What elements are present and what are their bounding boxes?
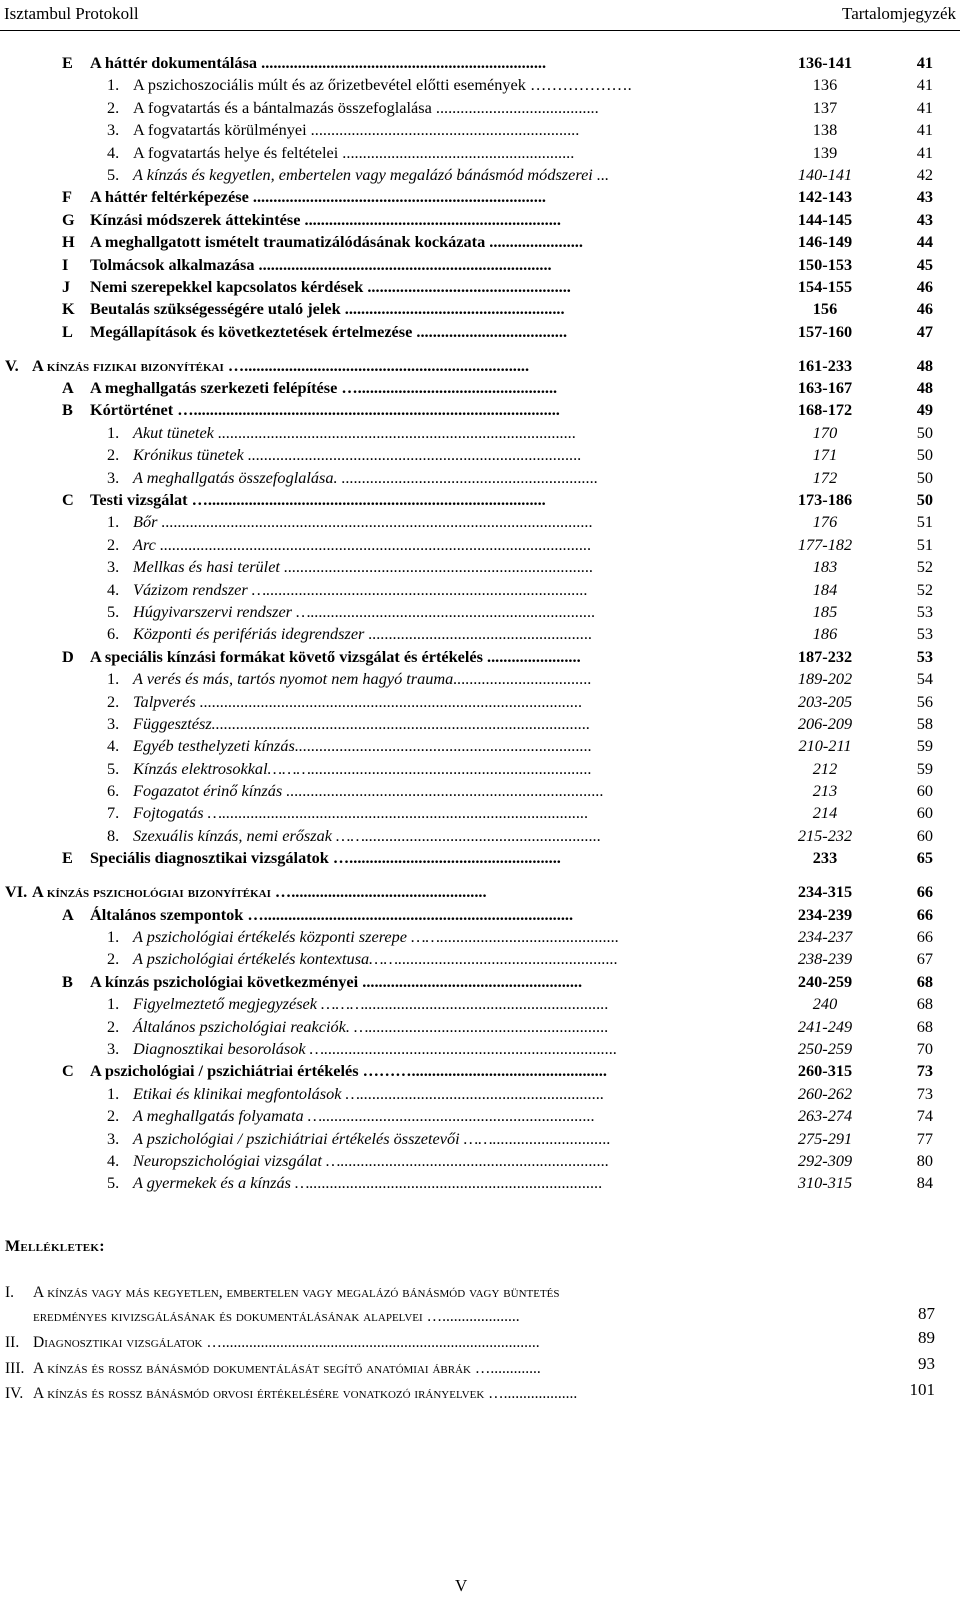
toc-entry-title: A háttér dokumentálása ...................................................................... bbox=[90, 53, 547, 72]
toc-entry-page-number: 51 bbox=[916, 512, 933, 532]
toc-entry-page-number: 80 bbox=[916, 1150, 933, 1170]
toc-entry-label: I bbox=[62, 254, 69, 274]
toc-entry[interactable] bbox=[0, 1105, 960, 1127]
appendix-title: Diagnosztikai vizsgálatok ….................................................................................. bbox=[33, 1334, 540, 1351]
toc-entry-label: 2. bbox=[107, 949, 120, 969]
toc-entry-label: 1. bbox=[107, 927, 120, 947]
toc-entry-pages: 233 bbox=[812, 848, 838, 868]
toc-entry[interactable] bbox=[0, 298, 960, 320]
table-of-contents bbox=[0, 52, 960, 1195]
toc-entry[interactable] bbox=[0, 1083, 960, 1105]
toc-entry[interactable] bbox=[0, 355, 960, 377]
toc-entry[interactable] bbox=[0, 691, 960, 713]
appendix-title-cont: eredményes kivizsgálásának és dokumentálásának alapelvei ….................... bbox=[33, 1308, 520, 1325]
running-header bbox=[0, 0, 960, 31]
toc-entry-pages: 275-291 bbox=[797, 1128, 853, 1148]
toc-entry-page-number: 84 bbox=[916, 1173, 933, 1193]
toc-entry-title: Központi és perifériás idegrendszer ....................................................... bbox=[133, 624, 593, 644]
toc-entry-label: B bbox=[62, 971, 73, 991]
toc-entry-title: Húgyivarszervi rendszer …...................................................................... bbox=[133, 601, 596, 621]
toc-entry[interactable] bbox=[0, 646, 960, 668]
toc-entry-label: 4. bbox=[107, 579, 120, 599]
toc-entry-page-number: 66 bbox=[916, 904, 933, 924]
toc-entry-pages: 144-145 bbox=[797, 209, 853, 229]
toc-entry-label: 8. bbox=[107, 825, 120, 845]
toc-entry[interactable] bbox=[0, 847, 960, 869]
toc-entry-title: A verés és más, tartós nyomot nem hagyó trauma.................................. bbox=[133, 669, 592, 689]
toc-entry-label: C bbox=[62, 490, 74, 510]
toc-entry-pages: 206-209 bbox=[797, 713, 853, 733]
toc-entry-page-number: 73 bbox=[916, 1083, 933, 1103]
toc-entry-title: A meghallgatás folyamata …................................................................... bbox=[133, 1106, 595, 1126]
toc-entry[interactable] bbox=[0, 556, 960, 578]
toc-entry-page-number: 59 bbox=[916, 736, 933, 756]
toc-entry-pages: 170 bbox=[812, 422, 838, 442]
toc-entry-pages: 310-315 bbox=[797, 1173, 853, 1193]
toc-entry-title: Függesztész............................................................................................. bbox=[133, 713, 591, 733]
toc-entry-label: L bbox=[62, 321, 73, 341]
toc-entry-label: V. bbox=[5, 355, 19, 375]
toc-entry-pages: 260-315 bbox=[797, 1061, 853, 1081]
toc-entry[interactable] bbox=[0, 904, 960, 926]
toc-entry[interactable] bbox=[0, 119, 960, 141]
toc-entry-title: A fogvatartás és a bántalmazás összefoglalása ........................................ bbox=[133, 97, 599, 117]
toc-entry-page-number: 43 bbox=[916, 187, 933, 207]
toc-entry-label: 3. bbox=[107, 467, 120, 487]
toc-entry[interactable] bbox=[0, 579, 960, 601]
toc-entry-label: 1. bbox=[107, 422, 120, 442]
toc-entry-title: Szexuális kínzás, nemi erőszak …….......................................................... bbox=[133, 825, 602, 845]
toc-entry-label: 5. bbox=[107, 164, 120, 184]
toc-entry-pages: 146-149 bbox=[797, 232, 853, 252]
toc-entry-title: A kínzás fizikai bizonyítékai …...................................................................... bbox=[32, 355, 530, 375]
toc-entry-page-number: 52 bbox=[916, 557, 933, 577]
toc-entry[interactable] bbox=[0, 1016, 960, 1038]
appendix-label: III. bbox=[5, 1360, 25, 1377]
toc-entry-page-number: 53 bbox=[916, 624, 933, 644]
toc-entry-title: Nemi szerepekkel kapcsolatos kérdések .................................................. bbox=[90, 276, 571, 296]
toc-entry-pages: 292-309 bbox=[797, 1150, 853, 1170]
toc-entry-pages: 156 bbox=[812, 299, 838, 319]
toc-entry-pages: 186 bbox=[812, 624, 838, 644]
toc-entry-page-number: 56 bbox=[916, 691, 933, 711]
toc-entry-page-number: 60 bbox=[916, 825, 933, 845]
appendix-title: A kínzás és rossz bánásmód dokumentálását segítő anatómiai ábrák …............. bbox=[33, 1360, 541, 1377]
toc-entry[interactable] bbox=[0, 993, 960, 1015]
toc-entry[interactable] bbox=[0, 1128, 960, 1150]
toc-entry-title: Mellkas és hasi terület ............................................................................ bbox=[133, 557, 594, 577]
toc-entry[interactable] bbox=[0, 713, 960, 735]
toc-entry[interactable] bbox=[0, 601, 960, 623]
toc-entry-pages: 185 bbox=[812, 601, 838, 621]
appendix-title: A kínzás vagy más kegyetlen, embertelen vagy megalázó bánásmód vagy büntetés bbox=[33, 1284, 560, 1301]
toc-entry-label: C bbox=[62, 1061, 74, 1081]
toc-entry-title: A speciális kínzási formákat követő vizsgálat és értékelés ....................... bbox=[90, 646, 581, 666]
toc-entry-pages: 213 bbox=[812, 781, 838, 801]
toc-entry-pages: 212 bbox=[812, 758, 838, 778]
toc-entry-label: 1. bbox=[107, 669, 120, 689]
toc-entry-label: A bbox=[62, 378, 74, 398]
toc-entry-title: A gyermekek és a kínzás …........................................................................ bbox=[133, 1173, 603, 1193]
toc-entry-title: A pszichológiai értékelés kontextusa……...................................................... bbox=[133, 949, 618, 969]
toc-entry-title: Kínzás elektrosokkal………..................................................................... bbox=[133, 758, 592, 778]
toc-entry-page-number: 54 bbox=[916, 669, 933, 689]
toc-entry-label: E bbox=[62, 53, 73, 72]
toc-entry-title: A fogvatartás helye és feltételei ......................................................... bbox=[133, 142, 575, 162]
toc-entry-label: 4. bbox=[107, 1150, 120, 1170]
toc-entry-pages: 234-315 bbox=[797, 882, 853, 902]
toc-entry-pages: 140-141 bbox=[797, 164, 853, 184]
toc-entry-pages: 184 bbox=[812, 579, 838, 599]
toc-entry[interactable] bbox=[0, 825, 960, 847]
toc-entry-pages: 142-143 bbox=[797, 187, 853, 207]
appendix-page: 93 bbox=[918, 1354, 935, 1373]
toc-entry-label: J bbox=[62, 276, 71, 296]
toc-entry-page-number: 53 bbox=[916, 601, 933, 621]
toc-entry-title: Krónikus tünetek .................................................................................. bbox=[133, 445, 582, 465]
toc-entry-page-number: 41 bbox=[916, 120, 933, 140]
toc-entry-pages: 187-232 bbox=[797, 646, 853, 666]
toc-entry-page-number: 65 bbox=[916, 848, 933, 868]
toc-entry[interactable] bbox=[0, 668, 960, 690]
toc-entry-label: 5. bbox=[107, 758, 120, 778]
toc-entry-title: A pszichológiai / pszichiátriai értékelés összetevői ……............................. bbox=[133, 1128, 611, 1148]
toc-entry-pages: 168-172 bbox=[797, 400, 853, 420]
toc-entry-label: 2. bbox=[107, 1016, 120, 1036]
toc-entry[interactable] bbox=[0, 231, 960, 253]
toc-entry-title: A meghallgatás összefoglalása. ............................................................... bbox=[133, 467, 599, 487]
toc-entry-title: Fojtogatás ….......................................................................................... bbox=[133, 803, 589, 823]
toc-entry-label: 1. bbox=[107, 994, 120, 1014]
toc-entry-title: Figyelmeztető megjegyzések ………............................................................ bbox=[133, 994, 609, 1014]
toc-entry[interactable] bbox=[0, 802, 960, 824]
toc-entry-pages: 183 bbox=[812, 557, 838, 577]
toc-entry-page-number: 60 bbox=[916, 781, 933, 801]
toc-entry-pages: 177-182 bbox=[797, 534, 853, 554]
toc-entry[interactable] bbox=[0, 321, 960, 343]
toc-entry-label: 1. bbox=[107, 75, 120, 95]
toc-entry[interactable] bbox=[0, 422, 960, 444]
toc-entry-pages: 189-202 bbox=[797, 669, 853, 689]
toc-entry[interactable] bbox=[0, 52, 960, 74]
toc-entry-title: A pszichoszociális múlt és az őrizetbevétel előtti események ………………. bbox=[133, 75, 632, 95]
toc-entry-pages: 150-153 bbox=[797, 254, 853, 274]
toc-entry-page-number: 42 bbox=[916, 164, 933, 184]
toc-entry-title: Etikai és klinikai megfontolások …............................................................ bbox=[133, 1083, 605, 1103]
toc-entry-title: A háttér feltérképezése ........................................................................ bbox=[90, 187, 546, 207]
toc-entry-title: A meghallgatott ismételt traumatizálódásának kockázata ....................... bbox=[90, 232, 583, 252]
toc-entry-pages: 136-141 bbox=[797, 53, 853, 72]
toc-entry-title: A kínzás és kegyetlen, embertelen vagy megalázó bánásmód módszerei ... bbox=[133, 164, 610, 184]
toc-entry[interactable] bbox=[0, 489, 960, 511]
toc-entry-page-number: 50 bbox=[916, 467, 933, 487]
toc-entry[interactable] bbox=[0, 254, 960, 276]
toc-entry-pages: 137 bbox=[812, 97, 838, 117]
toc-entry-title: Tolmácsok alkalmazása ........................................................................ bbox=[90, 254, 552, 274]
toc-entry[interactable] bbox=[0, 399, 960, 421]
toc-entry-pages: 234-239 bbox=[797, 904, 853, 924]
appendix-page: 89 bbox=[918, 1328, 935, 1347]
toc-entry-title: A meghallgatás szerkezeti felépítése …................................................. bbox=[90, 378, 558, 398]
toc-entry-page-number: 45 bbox=[916, 254, 933, 274]
toc-entry-label: A bbox=[62, 904, 74, 924]
toc-entry-page-number: 43 bbox=[916, 209, 933, 229]
toc-entry-pages: 240 bbox=[812, 994, 838, 1014]
toc-entry-pages: 250-259 bbox=[797, 1038, 853, 1058]
toc-entry-title: Fogazatot érinő kínzás .............................................................................. bbox=[133, 781, 604, 801]
toc-entry-pages: 176 bbox=[812, 512, 838, 532]
toc-entry-label: B bbox=[62, 400, 73, 420]
toc-entry-page-number: 77 bbox=[916, 1128, 933, 1148]
toc-entry-pages: 157-160 bbox=[797, 321, 853, 341]
toc-entry-page-number: 73 bbox=[916, 1061, 933, 1081]
toc-entry[interactable] bbox=[0, 467, 960, 489]
toc-entry-title: Neuropszichológiai vizsgálat ….................................................................. bbox=[133, 1150, 610, 1170]
toc-entry-pages: 173-186 bbox=[797, 490, 853, 510]
toc-entry-page-number: 60 bbox=[916, 803, 933, 823]
toc-entry-page-number: 49 bbox=[916, 400, 933, 420]
toc-entry-pages: 238-239 bbox=[797, 949, 853, 969]
toc-entry-label: 3. bbox=[107, 120, 120, 140]
toc-entry-page-number: 68 bbox=[916, 971, 933, 991]
toc-entry[interactable] bbox=[0, 74, 960, 96]
toc-entry-pages: 154-155 bbox=[797, 276, 853, 296]
toc-entry-title: Akut tünetek ........................................................................................ bbox=[133, 422, 577, 442]
toc-entry-label: 2. bbox=[107, 1106, 120, 1126]
toc-entry-page-number: 53 bbox=[916, 646, 933, 666]
toc-entry[interactable] bbox=[0, 142, 960, 164]
header-section: Tartalomjegyzék bbox=[842, 4, 956, 23]
toc-entry-page-number: 59 bbox=[916, 758, 933, 778]
toc-entry-title: A fogvatartás körülményei .................................................................. bbox=[133, 120, 580, 140]
toc-entry-label: F bbox=[62, 187, 72, 207]
toc-entry-title: Testi vizsgálat …................................................................................... bbox=[90, 490, 546, 510]
toc-entry-title: Bőr .......................................................................................................... bbox=[133, 512, 593, 532]
toc-entry-label: 3. bbox=[107, 557, 120, 577]
toc-entry-page-number: 68 bbox=[916, 994, 933, 1014]
toc-entry-title: Speciális diagnosztikai vizsgálatok ….................................................... bbox=[90, 848, 561, 868]
toc-entry-title: Talpverés .............................................................................................. bbox=[133, 691, 583, 711]
toc-entry-page-number: 41 bbox=[916, 53, 933, 72]
toc-entry-label: 4. bbox=[107, 736, 120, 756]
appendix-label: I. bbox=[5, 1284, 15, 1301]
toc-entry-label: 3. bbox=[107, 1128, 120, 1148]
toc-entry-title: Vázizom rendszer …............................................................................... bbox=[133, 579, 588, 599]
appendix-page: 101 bbox=[909, 1380, 935, 1399]
toc-entry-title: Általános szempontok …............................................................................ bbox=[90, 904, 574, 924]
toc-entry[interactable] bbox=[0, 971, 960, 993]
toc-entry[interactable] bbox=[0, 444, 960, 466]
toc-entry-title: Diagnosztikai besorolások …........................................................................ bbox=[133, 1038, 618, 1058]
toc-entry-label: 1. bbox=[107, 512, 120, 532]
toc-entry-label: E bbox=[62, 848, 73, 868]
toc-entry[interactable] bbox=[0, 534, 960, 556]
toc-entry-label: 2. bbox=[107, 534, 120, 554]
toc-entry-label: K bbox=[62, 299, 75, 319]
appendices-heading: Mellékletek: bbox=[5, 1238, 105, 1255]
toc-entry-page-number: 68 bbox=[916, 1016, 933, 1036]
toc-entry-label: 3. bbox=[107, 713, 120, 733]
toc-entry-page-number: 41 bbox=[916, 97, 933, 117]
toc-entry-page-number: 46 bbox=[916, 299, 933, 319]
toc-entry-title: Arc .......................................................................................................... bbox=[133, 534, 592, 554]
toc-entry-label: 4. bbox=[107, 142, 120, 162]
toc-entry-pages: 203-205 bbox=[797, 691, 853, 711]
toc-entry[interactable] bbox=[0, 164, 960, 186]
toc-entry-pages: 263-274 bbox=[797, 1106, 853, 1126]
toc-entry[interactable] bbox=[0, 209, 960, 231]
toc-entry-pages: 171 bbox=[812, 445, 838, 465]
toc-entry-pages: 163-167 bbox=[797, 378, 853, 398]
toc-entry[interactable] bbox=[0, 377, 960, 399]
toc-entry-page-number: 48 bbox=[916, 378, 933, 398]
toc-entry-pages: 241-249 bbox=[797, 1016, 853, 1036]
toc-entry-label: 7. bbox=[107, 803, 120, 823]
toc-entry[interactable] bbox=[0, 758, 960, 780]
toc-entry-page-number: 67 bbox=[916, 949, 933, 969]
toc-entry-pages: 214 bbox=[812, 803, 838, 823]
toc-entry-page-number: 50 bbox=[916, 445, 933, 465]
toc-entry-title: A kínzás pszichológiai következményei ...................................................... bbox=[90, 971, 583, 991]
toc-entry-label: 3. bbox=[107, 1038, 120, 1058]
toc-entry-title: A kínzás pszichológiai bizonyítékai …................................................ bbox=[32, 882, 487, 902]
toc-entry-pages: 240-259 bbox=[797, 971, 853, 991]
toc-entry-pages: 172 bbox=[812, 467, 838, 487]
appendix-label: II. bbox=[5, 1334, 20, 1351]
toc-entry-page-number: 50 bbox=[916, 490, 933, 510]
toc-entry-title: Megállapítások és következtetések értelmezése ..................................... bbox=[90, 321, 568, 341]
toc-entry-pages: 210-211 bbox=[798, 736, 852, 756]
toc-entry-page-number: 41 bbox=[916, 75, 933, 95]
toc-entry[interactable] bbox=[0, 780, 960, 802]
toc-entry-label: D bbox=[62, 646, 74, 666]
toc-entry-pages: 215-232 bbox=[797, 825, 853, 845]
appendix-label: IV. bbox=[5, 1385, 24, 1402]
toc-entry-page-number: 52 bbox=[916, 579, 933, 599]
toc-entry-label: VI. bbox=[5, 882, 28, 902]
toc-entry-page-number: 58 bbox=[916, 713, 933, 733]
toc-entry[interactable] bbox=[0, 881, 960, 903]
toc-entry-title: A pszichológiai / pszichiátriai értékelés ………................................................ bbox=[90, 1061, 607, 1081]
toc-entry-title: Beutalás szükségességére utaló jelek ...................................................... bbox=[90, 299, 565, 319]
toc-entry-title: A pszichológiai értékelés központi szerepe ……............................................ bbox=[133, 927, 620, 947]
toc-entry-label: 5. bbox=[107, 601, 120, 621]
toc-entry-label: G bbox=[62, 209, 75, 229]
toc-entry-title: Egyéb testhelyzeti kínzás......................................................................... bbox=[133, 736, 592, 756]
toc-entry-page-number: 66 bbox=[916, 882, 933, 902]
toc-entry-label: 2. bbox=[107, 445, 120, 465]
toc-entry-label: H bbox=[62, 232, 75, 252]
toc-entry-page-number: 46 bbox=[916, 276, 933, 296]
toc-entry[interactable] bbox=[0, 948, 960, 970]
toc-entry[interactable] bbox=[0, 926, 960, 948]
toc-entry-label: 1. bbox=[107, 1083, 120, 1103]
toc-entry[interactable] bbox=[0, 735, 960, 757]
toc-entry-page-number: 48 bbox=[916, 355, 933, 375]
toc-entry-page-number: 47 bbox=[916, 321, 933, 341]
toc-entry-pages: 136 bbox=[812, 75, 838, 95]
header-title: Isztambul Protokoll bbox=[4, 4, 139, 23]
toc-entry[interactable] bbox=[0, 1038, 960, 1060]
toc-entry[interactable] bbox=[0, 186, 960, 208]
toc-entry-page-number: 70 bbox=[916, 1038, 933, 1058]
toc-entry-label: 6. bbox=[107, 781, 120, 801]
toc-entry-pages: 161-233 bbox=[797, 355, 853, 375]
toc-entry-pages: 260-262 bbox=[797, 1083, 853, 1103]
toc-entry-page-number: 51 bbox=[916, 534, 933, 554]
toc-entry[interactable] bbox=[0, 511, 960, 533]
appendix-page: 87 bbox=[918, 1304, 935, 1323]
toc-entry-pages: 138 bbox=[812, 120, 838, 140]
toc-entry[interactable] bbox=[0, 623, 960, 645]
toc-entry-page-number: 66 bbox=[916, 927, 933, 947]
toc-entry[interactable] bbox=[0, 1150, 960, 1172]
page-number: V bbox=[455, 1576, 468, 1595]
toc-entry[interactable] bbox=[0, 276, 960, 298]
toc-entry-page-number: 74 bbox=[916, 1106, 933, 1126]
toc-entry-pages: 234-237 bbox=[797, 927, 853, 947]
toc-entry-page-number: 41 bbox=[916, 142, 933, 162]
toc-entry[interactable] bbox=[0, 1172, 960, 1194]
toc-entry-page-number: 44 bbox=[916, 232, 933, 252]
toc-entry-title: Általános pszichológiai reakciók. …........................................................... bbox=[133, 1016, 609, 1036]
toc-entry-pages: 139 bbox=[812, 142, 838, 162]
toc-entry-label: 2. bbox=[107, 691, 120, 711]
toc-entry-title: Kórtörténet ….......................................................................................... bbox=[90, 400, 560, 420]
appendix-title: A kínzás és rossz bánásmód orvosi értékelésére vonatkozó irányelvek …................... bbox=[33, 1385, 578, 1402]
toc-entry-label: 5. bbox=[107, 1173, 120, 1193]
toc-entry-page-number: 50 bbox=[916, 422, 933, 442]
toc-entry-label: 6. bbox=[107, 624, 120, 644]
toc-entry[interactable] bbox=[0, 97, 960, 119]
toc-entry-title: Kínzási módszerek áttekintése ............................................................... bbox=[90, 209, 561, 229]
toc-entry-label: 2. bbox=[107, 97, 120, 117]
toc-entry[interactable] bbox=[0, 1060, 960, 1082]
